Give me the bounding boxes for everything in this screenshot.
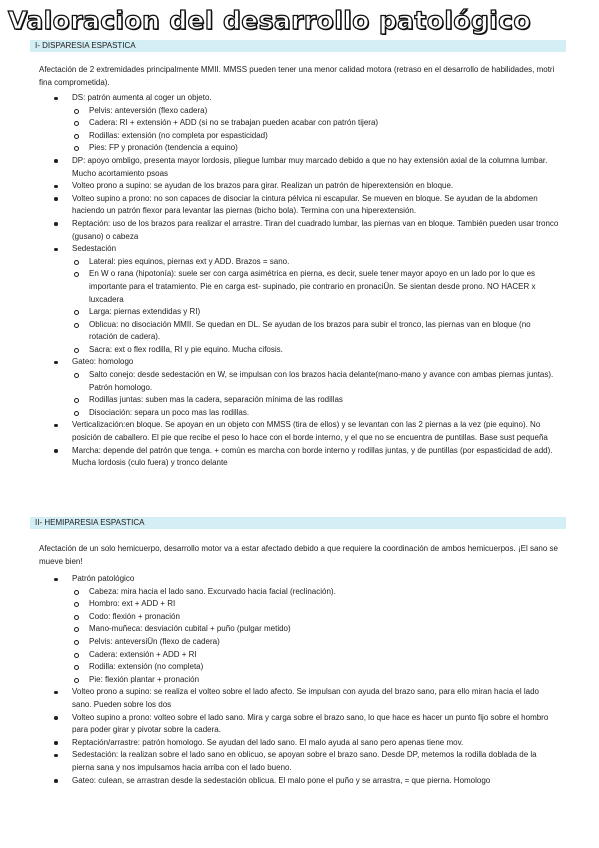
list-item [39, 712, 559, 737]
list-item-text: DP: apoyo ombligo, presenta mayor lordosis, pliegue lumbar muy marcado debido a que no hay extensión axial de la columna lumbar. Mucho acortamiento psoas [72, 155, 548, 178]
section-intro-hemiparesia: Afectación de un solo hemicuerpo, desarrollo motor va a estar afectado debido a que requiere la coordinación de ambos hemicuerpos. ¡El sano se mueve bien! [39, 544, 558, 566]
list-item-text: Gateo: culean, se arrastran desde la sedestación oblicua. El malo pone el puño y se arrastra, = que pierna. Homologo [72, 775, 491, 785]
sub-list-item: Pelvis: anteversiÜn (flexo de cadera) [72, 636, 559, 649]
list-item-text: Sedestación: la realizan sobre el lado sano en oblicuo, se apoyan sobre el brazo sano. Desde DP, metemos la rodilla doblada de la pierna sana y nos impulsamos hacia arriba con el lado bueno. [72, 750, 537, 772]
list-item [39, 775, 559, 788]
list-item [39, 155, 559, 180]
list-item-text: Volteo prono a supino: se ayudan de los brazos para girar. Realizan un patrón de hiperextensión en bloque. [72, 181, 454, 191]
list-item [39, 92, 559, 155]
section-heading-text: I- DISPARESIA ESPASTICA [35, 41, 136, 50]
sub-list-item: Rodillas: extensión (no completa por espasticidad) [72, 130, 559, 143]
list-item [39, 737, 559, 750]
bullet-list-hemiparesia [39, 573, 559, 787]
section-heading-hemiparesia [30, 517, 566, 529]
sub-list-item: Oblicua: no disociación MMII. Se quedan en DL. Se ayudan de los brazos para subir el tronco, las piernas van en bloque (no rotación de cadera). [72, 319, 559, 344]
section-heading-text: II- HEMIPARESIA ESPASTICA [35, 518, 145, 527]
list-item-text: Verticalización:en bloque. Se apoyan en un objeto con MMSS (tira de ellos) y se levantan con las 2 piernas a la vez (pie equino). No posición de caballero. El pie que recibe el peso lo hace con el borde interno, y el que no se encuentra de puntillas. Base sust pequeña [72, 420, 548, 443]
list-item-text: Volteo supino a prono: no son capaces de disociar la cintura pélvica ni escapular. Se mueven en bloque. Se ayudan de la abdomen haciendo un patrón flexor para levantar las piernas (bicho bola). Termina con una hiperextensión. [72, 193, 538, 216]
list-item-text: Sedestación [72, 244, 117, 254]
sub-list-item: Pelvis: anteversión (flexo cadera) [72, 105, 559, 118]
section-heading-disparesia [30, 40, 566, 52]
sub-list-item: Hombro: ext + ADD + RI [72, 598, 559, 611]
sub-list-item: Mano-muñeca: desviación cubital + puño (pulgar metido) [72, 623, 559, 636]
list-item-text: Gateo: homologo [72, 357, 134, 367]
list-item-text: Patrón patológico [72, 574, 135, 583]
sub-list-item: Disociación: separa un poco mas las rodillas. [72, 407, 559, 420]
section-intro-disparesia: Afectación de 2 extremidades principalmente MMII. MMSS pueden tener una menor calidad motora (retraso en el desarrollo de habilidades, motri fina comprometida). [39, 65, 555, 87]
list-item [39, 356, 559, 419]
sub-list-item: Cadera: extensión + ADD + RI [72, 649, 559, 662]
sub-list [72, 586, 559, 687]
list-item-text: DS: patrón aumenta al coger un objeto. [72, 93, 212, 102]
sub-list [72, 256, 559, 357]
list-item-text: Volteo supino a prono: volteo sobre el lado sano. Mira y carga sobre el brazo sano, lo que hace es hacer un punto fijo sobre el hombro para poder girar y pivotar sobre la cadera. [72, 712, 549, 735]
sub-list-item: Pies: FP y pronación (tendencia a equino) [72, 142, 559, 155]
sub-list-item: Codo: flexión + pronación [72, 611, 559, 624]
sub-list [72, 369, 559, 419]
list-item [39, 573, 559, 686]
list-item-text: Volteo prono a supino: se realiza el volteo sobre el lado afecto. Se impulsan con ayuda del brazo sano, para ello miran hacia el lado sano. Pueden sobre los dos [72, 687, 539, 709]
sub-list-item: Cadera: RI + extensión + ADD (si no se trabajan pueden acabar con patrón tijera) [72, 117, 559, 130]
sub-list-item: En W o rana (hipotonía): suele ser con carga asimétrica en pierna, es decir, suele tener mayor apoyo en un lado por lo que es importante para el tratamiento. Pie en carga est- supinado, pie contrario en pronaciÜn. Se sientan desde prono. NO HACER x luxcadera [72, 268, 559, 306]
list-item-text: Reptación/arrastre: patrón homologo. Se ayudan del lado sano. El malo ayuda al sano pero apenas tiene mov. [72, 737, 464, 747]
list-item [39, 180, 559, 193]
list-item-text: Reptación: uso de los brazos para realizar el arrastre. Tiran del cuadrado lumbar, las piernas van en bloque. También pueden usar tronco (gusano) o cabeza [72, 218, 559, 241]
list-item [39, 749, 559, 774]
sub-list-item: Cabeza: mira hacia el lado sano. Excurvado hacia facial (reclinación). [72, 586, 559, 599]
sub-list-item: Sacra: ext o flex rodilla, RI y pie equino. Mucha cifosis. [72, 344, 559, 357]
sub-list-item: Rodilla: extensión (no completa) [72, 661, 559, 674]
sub-list-item: Pie: flexión plantar + pronación [72, 674, 559, 687]
list-item-text: Marcha: depende del patrón que tenga. + común es marcha con borde interno y rodillas juntas, y de puntillas (por espasticidad de add). Mucha lordosis (culo fuera) y tronco delante [72, 445, 553, 468]
list-item [39, 243, 559, 356]
list-item [39, 419, 559, 444]
sub-list [72, 105, 559, 155]
list-item [39, 686, 559, 711]
list-item [39, 193, 559, 218]
page-title: Valoracion del desarrollo patológico [8, 6, 531, 35]
sub-list-item: Rodillas juntas: suben mas la cadera, separación mínima de las rodillas [72, 394, 559, 407]
bullet-list-disparesia [39, 92, 559, 470]
list-item [39, 445, 559, 470]
sub-list-item: Larga: piernas extendidas y RI) [72, 306, 559, 319]
sub-list-item: Salto conejo: desde sedestación en W, se impulsan con los brazos hacia delante(mano-mano y avance con ambas piernas juntas). Patrón homologo. [72, 369, 559, 394]
sub-list-item: Lateral: pies equinos, piernas ext y ADD. Brazos = sano. [72, 256, 559, 269]
list-item [39, 218, 559, 243]
